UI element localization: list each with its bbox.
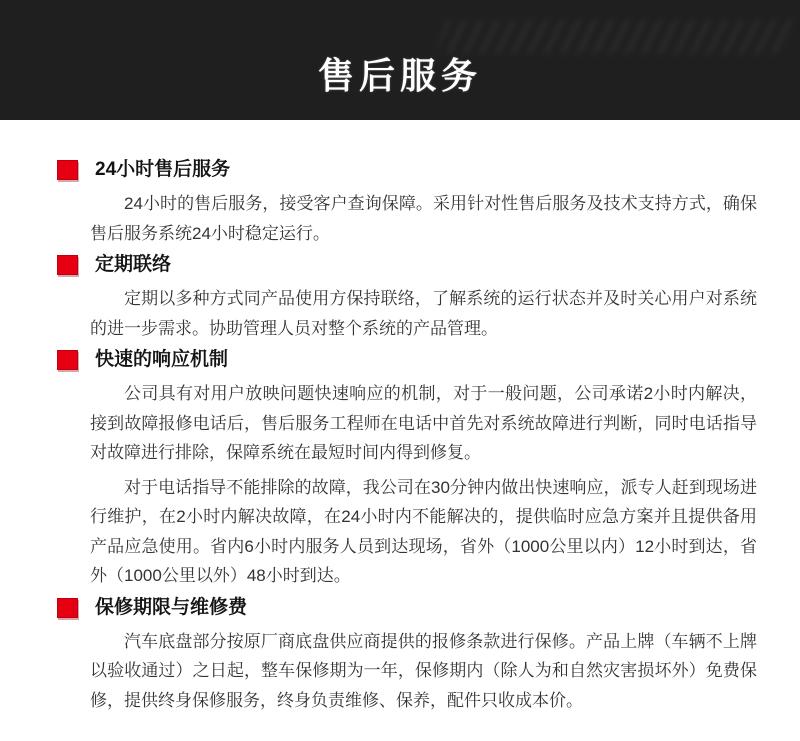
- page-title: 售后服务: [317, 54, 482, 96]
- red-square-bullet-icon: [57, 160, 78, 180]
- section-heading: 定期联络: [95, 254, 172, 275]
- section-24h-service: [57, 158, 757, 248]
- section-heading: 保修期限与维修费: [95, 596, 248, 618]
- section-heading: 快速的响应机制: [95, 349, 229, 370]
- content: [0, 120, 800, 715]
- red-square-bullet-icon: [57, 255, 78, 275]
- section-regular-contact: [57, 253, 757, 343]
- section-paragraph: 对于电话指导不能排除的故障，我公司在30分钟内做出快速响应，派专人赶到现场进行维护，在2小时内解决故障，在24小时内不能解决的，提供临时应急方案并且提供备用产品应急使用。省内6小时内服务人员到达现场，省外（1000公里以内）12小时到达，省外（1000公里以外）48小时到达。: [90, 477, 757, 585]
- red-square-bullet-icon: [57, 598, 78, 618]
- section-header: [57, 596, 757, 619]
- red-square-bullet-icon: [57, 350, 78, 370]
- section-fast-response: [57, 348, 757, 591]
- section-heading: 24小时售后服务: [95, 159, 231, 180]
- section-paragraph: 公司具有对用户放映问题快速响应的机制，对于一般问题，公司承诺2小时内解决，接到故障报修电话后，售后服务工程师在电话中首先对系统故障进行判断，同时电话指导对故障进行排除，保障系统在最短时间内得到修复。: [90, 384, 757, 462]
- section-paragraph: 汽车底盘部分按原厂商底盘供应商提供的报修条款进行保修。产品上牌（车辆不上牌以验收通过）之日起，整车保修期为一年，保修期内（除人为和自然灾害损坏外）免费保修，提供终身保修服务，终身负责维修、保养，配件只收成本价。: [90, 631, 757, 710]
- section-warranty: [57, 596, 757, 716]
- section-header: [57, 348, 757, 371]
- section-paragraph: 24小时的售后服务，接受客户查询保障。采用针对性售后服务及技术支持方式，确保售后服务系统24小时稳定运行。: [90, 194, 757, 243]
- section-header: [57, 158, 757, 181]
- watermark: [434, 20, 795, 54]
- section-paragraph: 定期以多种方式同产品使用方保持联络，了解系统的运行状态并及时关心用户对系统的进一步需求。协助管理人员对整个系统的产品管理。: [90, 289, 757, 338]
- section-header: [57, 253, 757, 276]
- page-header: [0, 0, 800, 120]
